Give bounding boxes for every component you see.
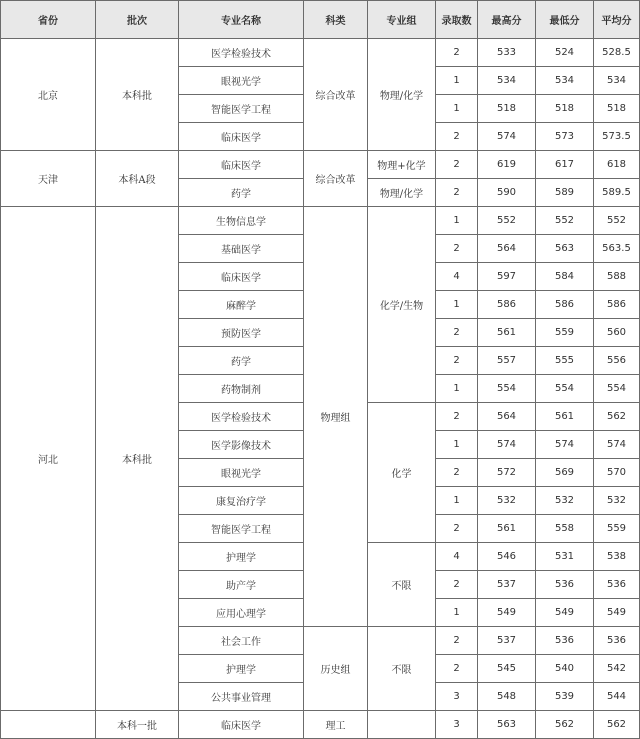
- major-cell: 临床医学: [179, 263, 304, 291]
- major-cell: 护理学: [179, 543, 304, 571]
- avg-score-cell: 518: [594, 95, 640, 123]
- min-score-cell: 573: [536, 123, 594, 151]
- count-cell: 2: [436, 123, 478, 151]
- count-cell: 1: [436, 487, 478, 515]
- group-cell: 化学/生物: [368, 207, 436, 403]
- batch-cell: 本科批: [96, 39, 179, 151]
- max-score-cell: 564: [478, 403, 536, 431]
- count-cell: 1: [436, 95, 478, 123]
- max-score-cell: 561: [478, 319, 536, 347]
- max-score-cell: 537: [478, 571, 536, 599]
- avg-score-cell: 554: [594, 375, 640, 403]
- min-score-cell: 561: [536, 403, 594, 431]
- major-cell: 临床医学: [179, 711, 304, 739]
- count-cell: 2: [436, 459, 478, 487]
- avg-score-cell: 536: [594, 571, 640, 599]
- count-cell: 1: [436, 431, 478, 459]
- max-score-cell: 574: [478, 431, 536, 459]
- avg-score-cell: 538: [594, 543, 640, 571]
- header-batch: 批次: [96, 1, 179, 39]
- major-cell: 应用心理学: [179, 599, 304, 627]
- category-cell: 物理组: [304, 207, 368, 627]
- header-max-score: 最高分: [478, 1, 536, 39]
- major-cell: 基础医学: [179, 235, 304, 263]
- max-score-cell: 518: [478, 95, 536, 123]
- avg-score-cell: 562: [594, 403, 640, 431]
- max-score-cell: 549: [478, 599, 536, 627]
- header-avg-score: 平均分: [594, 1, 640, 39]
- avg-score-cell: 549: [594, 599, 640, 627]
- group-cell: 化学: [368, 403, 436, 543]
- avg-score-cell: 573.5: [594, 123, 640, 151]
- avg-score-cell: 552: [594, 207, 640, 235]
- province-cell: 天津: [1, 151, 96, 207]
- group-cell: 不限: [368, 627, 436, 711]
- avg-score-cell: 556: [594, 347, 640, 375]
- max-score-cell: 574: [478, 123, 536, 151]
- count-cell: 2: [436, 179, 478, 207]
- count-cell: 2: [436, 39, 478, 67]
- count-cell: 4: [436, 543, 478, 571]
- major-cell: 麻醉学: [179, 291, 304, 319]
- header-major: 专业名称: [179, 1, 304, 39]
- count-cell: 2: [436, 515, 478, 543]
- min-score-cell: 536: [536, 627, 594, 655]
- max-score-cell: 597: [478, 263, 536, 291]
- header-row: [1, 1, 640, 39]
- major-cell: 预防医学: [179, 319, 304, 347]
- max-score-cell: 563: [478, 711, 536, 739]
- major-cell: 药物制剂: [179, 375, 304, 403]
- count-cell: 2: [436, 655, 478, 683]
- avg-score-cell: 563.5: [594, 235, 640, 263]
- major-cell: 公共事业管理: [179, 683, 304, 711]
- header-min-score: 最低分: [536, 1, 594, 39]
- avg-score-cell: 570: [594, 459, 640, 487]
- batch-cell: 本科批: [96, 207, 179, 711]
- province-cell: [1, 711, 96, 739]
- max-score-cell: 548: [478, 683, 536, 711]
- group-cell: 物理/化学: [368, 39, 436, 151]
- count-cell: 3: [436, 711, 478, 739]
- max-score-cell: 554: [478, 375, 536, 403]
- major-cell: 生物信息学: [179, 207, 304, 235]
- min-score-cell: 586: [536, 291, 594, 319]
- table-row: [1, 39, 640, 67]
- max-score-cell: 532: [478, 487, 536, 515]
- count-cell: 2: [436, 571, 478, 599]
- province-cell: 北京: [1, 39, 96, 151]
- table-row: [1, 151, 640, 179]
- avg-score-cell: 588: [594, 263, 640, 291]
- min-score-cell: 563: [536, 235, 594, 263]
- min-score-cell: 534: [536, 67, 594, 95]
- avg-score-cell: 544: [594, 683, 640, 711]
- count-cell: 2: [436, 319, 478, 347]
- major-cell: 智能医学工程: [179, 515, 304, 543]
- min-score-cell: 617: [536, 151, 594, 179]
- header-province: 省份: [1, 1, 96, 39]
- max-score-cell: 545: [478, 655, 536, 683]
- avg-score-cell: 586: [594, 291, 640, 319]
- major-cell: 助产学: [179, 571, 304, 599]
- min-score-cell: 554: [536, 375, 594, 403]
- major-cell: 药学: [179, 347, 304, 375]
- max-score-cell: 561: [478, 515, 536, 543]
- max-score-cell: 586: [478, 291, 536, 319]
- category-cell: 理工: [304, 711, 368, 739]
- min-score-cell: 559: [536, 319, 594, 347]
- header-group: 专业组: [368, 1, 436, 39]
- major-cell: 智能医学工程: [179, 95, 304, 123]
- table-row: [1, 711, 640, 739]
- category-cell: 历史组: [304, 627, 368, 711]
- table-row: [1, 207, 640, 235]
- avg-score-cell: 528.5: [594, 39, 640, 67]
- header-category: 科类: [304, 1, 368, 39]
- min-score-cell: 524: [536, 39, 594, 67]
- category-cell: 综合改革: [304, 151, 368, 207]
- min-score-cell: 536: [536, 571, 594, 599]
- max-score-cell: 546: [478, 543, 536, 571]
- count-cell: 1: [436, 291, 478, 319]
- count-cell: 2: [436, 235, 478, 263]
- count-cell: 1: [436, 207, 478, 235]
- major-cell: 眼视光学: [179, 67, 304, 95]
- min-score-cell: 555: [536, 347, 594, 375]
- major-cell: 医学检验技术: [179, 39, 304, 67]
- max-score-cell: 534: [478, 67, 536, 95]
- min-score-cell: 532: [536, 487, 594, 515]
- count-cell: 3: [436, 683, 478, 711]
- count-cell: 2: [436, 151, 478, 179]
- group-cell: 不限: [368, 543, 436, 627]
- min-score-cell: 569: [536, 459, 594, 487]
- max-score-cell: 533: [478, 39, 536, 67]
- major-cell: 医学影像技术: [179, 431, 304, 459]
- max-score-cell: 619: [478, 151, 536, 179]
- min-score-cell: 574: [536, 431, 594, 459]
- count-cell: 4: [436, 263, 478, 291]
- max-score-cell: 564: [478, 235, 536, 263]
- count-cell: 1: [436, 599, 478, 627]
- avg-score-cell: 618: [594, 151, 640, 179]
- min-score-cell: 549: [536, 599, 594, 627]
- avg-score-cell: 536: [594, 627, 640, 655]
- batch-cell: 本科一批: [96, 711, 179, 739]
- min-score-cell: 531: [536, 543, 594, 571]
- max-score-cell: 552: [478, 207, 536, 235]
- count-cell: 2: [436, 347, 478, 375]
- min-score-cell: 552: [536, 207, 594, 235]
- min-score-cell: 562: [536, 711, 594, 739]
- avg-score-cell: 559: [594, 515, 640, 543]
- count-cell: 1: [436, 375, 478, 403]
- avg-score-cell: 542: [594, 655, 640, 683]
- major-cell: 康复治疗学: [179, 487, 304, 515]
- max-score-cell: 537: [478, 627, 536, 655]
- count-cell: 1: [436, 67, 478, 95]
- max-score-cell: 557: [478, 347, 536, 375]
- count-cell: 2: [436, 627, 478, 655]
- category-cell: 综合改革: [304, 39, 368, 151]
- group-cell: 物理+化学: [368, 151, 436, 179]
- min-score-cell: 540: [536, 655, 594, 683]
- major-cell: 眼视光学: [179, 459, 304, 487]
- group-cell: [368, 711, 436, 739]
- max-score-cell: 590: [478, 179, 536, 207]
- min-score-cell: 584: [536, 263, 594, 291]
- min-score-cell: 558: [536, 515, 594, 543]
- major-cell: 社会工作: [179, 627, 304, 655]
- province-cell: 河北: [1, 207, 96, 711]
- major-cell: 医学检验技术: [179, 403, 304, 431]
- avg-score-cell: 562: [594, 711, 640, 739]
- avg-score-cell: 560: [594, 319, 640, 347]
- major-cell: 药学: [179, 179, 304, 207]
- avg-score-cell: 532: [594, 487, 640, 515]
- max-score-cell: 572: [478, 459, 536, 487]
- avg-score-cell: 589.5: [594, 179, 640, 207]
- group-cell: 物理/化学: [368, 179, 436, 207]
- min-score-cell: 539: [536, 683, 594, 711]
- batch-cell: 本科A段: [96, 151, 179, 207]
- major-cell: 临床医学: [179, 123, 304, 151]
- header-count: 录取数: [436, 1, 478, 39]
- min-score-cell: 589: [536, 179, 594, 207]
- major-cell: 护理学: [179, 655, 304, 683]
- avg-score-cell: 574: [594, 431, 640, 459]
- min-score-cell: 518: [536, 95, 594, 123]
- major-cell: 临床医学: [179, 151, 304, 179]
- avg-score-cell: 534: [594, 67, 640, 95]
- count-cell: 2: [436, 403, 478, 431]
